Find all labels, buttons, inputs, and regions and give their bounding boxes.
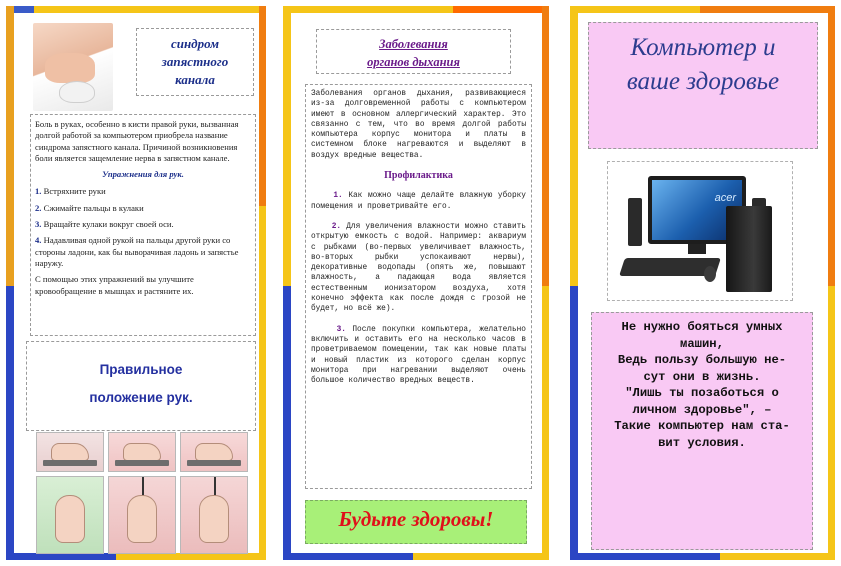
keyboard-shape (187, 460, 241, 466)
quote-line: сут они в жизнь. (643, 369, 761, 384)
keyboard-shape (115, 460, 169, 466)
exercise-number: 2. (35, 202, 42, 213)
computer-mouse (704, 266, 716, 282)
slogan-box (305, 500, 527, 544)
quote-line: "Лишь ты позаботься о (625, 386, 779, 400)
carpal-title (136, 28, 254, 96)
cover-quote (591, 312, 813, 550)
quote-line: вит условия. (658, 435, 746, 450)
hand-illustration (36, 432, 104, 472)
prevention-number: 3. (336, 325, 346, 334)
hand-illustration (108, 476, 176, 554)
exercises-title: Упражнения для рук. (102, 169, 184, 180)
prevention-item (311, 191, 526, 212)
hand-position-line-2: положение рук. (89, 390, 193, 405)
panel-carpal-tunnel (6, 6, 266, 560)
carpal-title-line-2: запястного (161, 54, 229, 69)
border-right (259, 6, 266, 560)
prevention-text: Для увеличения влажности можно ставить открытую емкость с водой. Например: аквариум с рыбками (во-первых увеличивает влажность, во-вторых рыбки успокаивают нервы), декоративные водопады (опять же, повышают влажность, а падающая вода является естественным ионизатором воздуха, хотя конечно эффекта как после дождя с грозой не будет, но всё же). (311, 222, 526, 314)
border-top (570, 6, 835, 13)
hand-illustration (36, 476, 104, 554)
border-left (283, 6, 291, 560)
respiratory-title-line-2: органов дыхания (367, 55, 460, 69)
quote-line: машин, (680, 336, 724, 351)
border-right (828, 6, 835, 560)
exercise-item (35, 186, 251, 197)
exercise-item (35, 203, 251, 214)
hand-shape (127, 495, 157, 543)
prevention-title: Профилактика (384, 170, 453, 182)
respiratory-title-line-1: Заболевания (379, 37, 448, 51)
border-top (283, 6, 549, 13)
hand-illustration (180, 432, 248, 472)
quote-line: личном здоровье", – (632, 402, 772, 417)
prevention-number: 1. (333, 192, 343, 201)
panel-cover (570, 6, 835, 560)
border-bottom (570, 553, 835, 560)
quote-line: Такие компьютер нам ста- (614, 419, 790, 433)
hand-shape (45, 53, 95, 83)
hand-shape (123, 443, 161, 461)
hand-illustration (108, 432, 176, 472)
cover-title-line-1: Компьютер и (630, 34, 776, 61)
hand-shape (195, 443, 233, 461)
carpal-intro: Боль в руках, особенно в кисти правой руки, вызванная долгой работой за компьютером приобрела название синдрома запястного канала. Причиной возникновения боли является защемление нерва в запястном канале. (35, 119, 239, 163)
cover-title (588, 22, 818, 149)
keyboard-shape (43, 460, 97, 466)
exercise-item (35, 235, 251, 269)
border-top (6, 6, 266, 13)
exercise-text: Надавливая одной рукой на пальцы другой руки со стороны ладони, как бы выворачивая ладонь и запястье наружу. (35, 235, 239, 268)
border-left (570, 6, 578, 560)
prevention-item (311, 222, 526, 315)
border-bottom (283, 553, 549, 560)
cover-title-line-2: ваше здоровье (626, 68, 780, 95)
prevention-item (311, 325, 526, 387)
border-right (542, 6, 549, 560)
quote-line: Не нужно бояться умных (621, 320, 783, 334)
system-unit (726, 206, 772, 292)
computer-photo (607, 161, 793, 301)
exercise-number: 1. (35, 186, 42, 197)
panel-respiratory (283, 6, 549, 560)
carpal-title-line-3: канала (175, 72, 215, 87)
carpal-text (30, 114, 256, 336)
speaker-left (628, 198, 642, 246)
exercise-item (35, 219, 251, 230)
hand-shape (55, 495, 85, 543)
hand-illustration (180, 476, 248, 554)
quote-line: Ведь пользу большую не- (617, 353, 787, 367)
hand-shape (51, 443, 89, 461)
exercise-text: Вращайте кулаки вокруг своей оси. (43, 219, 174, 230)
exercise-text: Сжимайте пальцы в кулаки (43, 202, 144, 213)
exercise-number: 4. (35, 235, 42, 246)
hand-on-mouse-photo (33, 23, 113, 111)
hand-position-line-1: Правильное (99, 362, 183, 377)
monitor-stand (688, 244, 706, 254)
respiratory-title (316, 29, 511, 74)
hand-shape (199, 495, 229, 543)
exercise-number: 3. (35, 219, 42, 230)
exercises-list (35, 186, 251, 269)
mouse-shape (59, 81, 95, 103)
hand-position-title (26, 341, 256, 431)
border-left (6, 6, 14, 560)
prevention-text: После покупки компьютера, желательно включить и оставить его на несколько часов в проветриваемом помещении, так как новые платы и новый пластик из которого сделан корпус монитора при нагревании выделяют очень большое количество вредных веществ. (311, 325, 526, 386)
respiratory-text (305, 84, 532, 489)
exercise-text: Встряхните руки (43, 186, 106, 197)
hand-position-illustrations (36, 432, 248, 556)
carpal-outro: С помощью этих упражнений вы улучшите кровообращение в мышцах и растяните их. (35, 274, 194, 296)
prevention-number: 2. (331, 222, 342, 231)
carpal-title-line-1: синдром (170, 36, 220, 51)
monitor-brand: acer (714, 192, 736, 204)
prevention-text: Как можно чаще делайте влажную уборку помещения и проветривайте его. (311, 192, 526, 211)
respiratory-intro: Заболевания органов дыхания, развивающиеся из-за долговременной работы с компьютером имеют в основном аллергический характер. Это связанно с тем, что во время долгой работы компьютера корпус монитора и платы в системном блоке нагреваются и выделяют в воздух вредные вещества. (311, 90, 526, 160)
slogan-text: Будьте здоровы! (338, 507, 494, 531)
